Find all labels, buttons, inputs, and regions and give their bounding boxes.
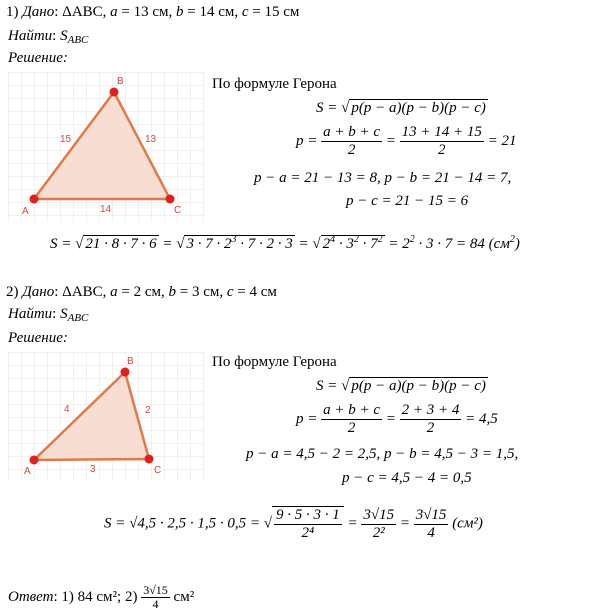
problem2-formula: S = √ p(p − a)(p − b)(p − c): [316, 378, 486, 394]
point-b: [121, 368, 130, 377]
problem2-final: S = √4,5 · 2,5 · 1,5 · 0,5 = √ $\frac{9 \cdot 5 \cdot 3 \cdot 1}{\text{2⁴}}$ = $\frac{3√15}{\text{2²}}$ = $\frac{3√15}{4}$ (см²): [104, 506, 483, 541]
label-a: A: [22, 206, 29, 217]
point-b: [110, 88, 119, 97]
point-c: [145, 455, 154, 464]
point-a: [30, 195, 39, 204]
problem1-heron: По формуле Герона: [212, 76, 337, 92]
label-c: C: [174, 205, 182, 216]
side-ab: 15: [60, 134, 72, 145]
point-c: [166, 195, 175, 204]
label-a: A: [24, 466, 31, 477]
side-ab: 4: [64, 404, 70, 415]
problem1-given: 1) Дано: ΔABC, a = 13 см, b = 14 см, c = 15 см: [6, 4, 300, 20]
problem1-formula: S = √ p(p − a)(p − b)(p − c): [316, 100, 486, 116]
side-bc: 13: [145, 134, 157, 145]
problem1-find: Найти: $S_{ABC}$: [8, 28, 89, 46]
problem2-find: Найти: $S_{ABC}$: [8, 306, 89, 324]
side-ac: 3: [90, 464, 96, 475]
label-b: B: [117, 76, 124, 87]
problem1-p: p = $\frac{a + b + c}{2}$ = $\frac{13 + 14 + 15}{2}$ = 21: [296, 124, 517, 158]
problem2-differences: p − a = 4,5 − 2 = 2,5, p − b = 4,5 − 3 = 1,5,: [246, 446, 519, 462]
label-c: C: [154, 465, 162, 476]
label-b: B: [127, 356, 134, 367]
answer: Ответ: 1) 84 см²; 2) $\frac{3√15}{4}$ см²: [8, 583, 195, 611]
problem2-given: 2) Дано: ΔABC, a = 2 см, b = 3 см, c = 4 см: [6, 284, 277, 300]
problem1-pc: p − c = 21 − 15 = 6: [346, 193, 469, 209]
triangle1-figure: [8, 72, 204, 222]
problem1-final: S = √ 21 · 8 · 7 · 6 = √ $3 \cdot 7 \cdot 2^3 \cdot 7 \cdot 2 \cdot 3$ = √ $2^4 \cdot 3^2 \cdot 7^2 = 2^2 \cdot 3 \cdot 7 = 84$ $(см^2)$: [50, 234, 520, 252]
point-a: [30, 456, 39, 465]
problem2-p: p = $\frac{a + b + c}{2}$ = $\frac{2 + 3 + 4}{2}$ = 4,5: [296, 402, 498, 436]
problem2-pc: p − c = 4,5 − 4 = 0,5: [342, 470, 472, 486]
triangle2-figure: [8, 352, 204, 480]
problem2-solution-label: Решение:: [8, 330, 68, 346]
side-ac: 14: [100, 204, 112, 215]
problem1-differences: p − a = 21 − 13 = 8, p − b = 21 − 14 = 7,: [254, 170, 512, 186]
problem2-heron: По формуле Герона: [212, 354, 337, 370]
problem1-solution-label: Решение:: [8, 50, 68, 66]
side-bc: 2: [145, 405, 151, 416]
